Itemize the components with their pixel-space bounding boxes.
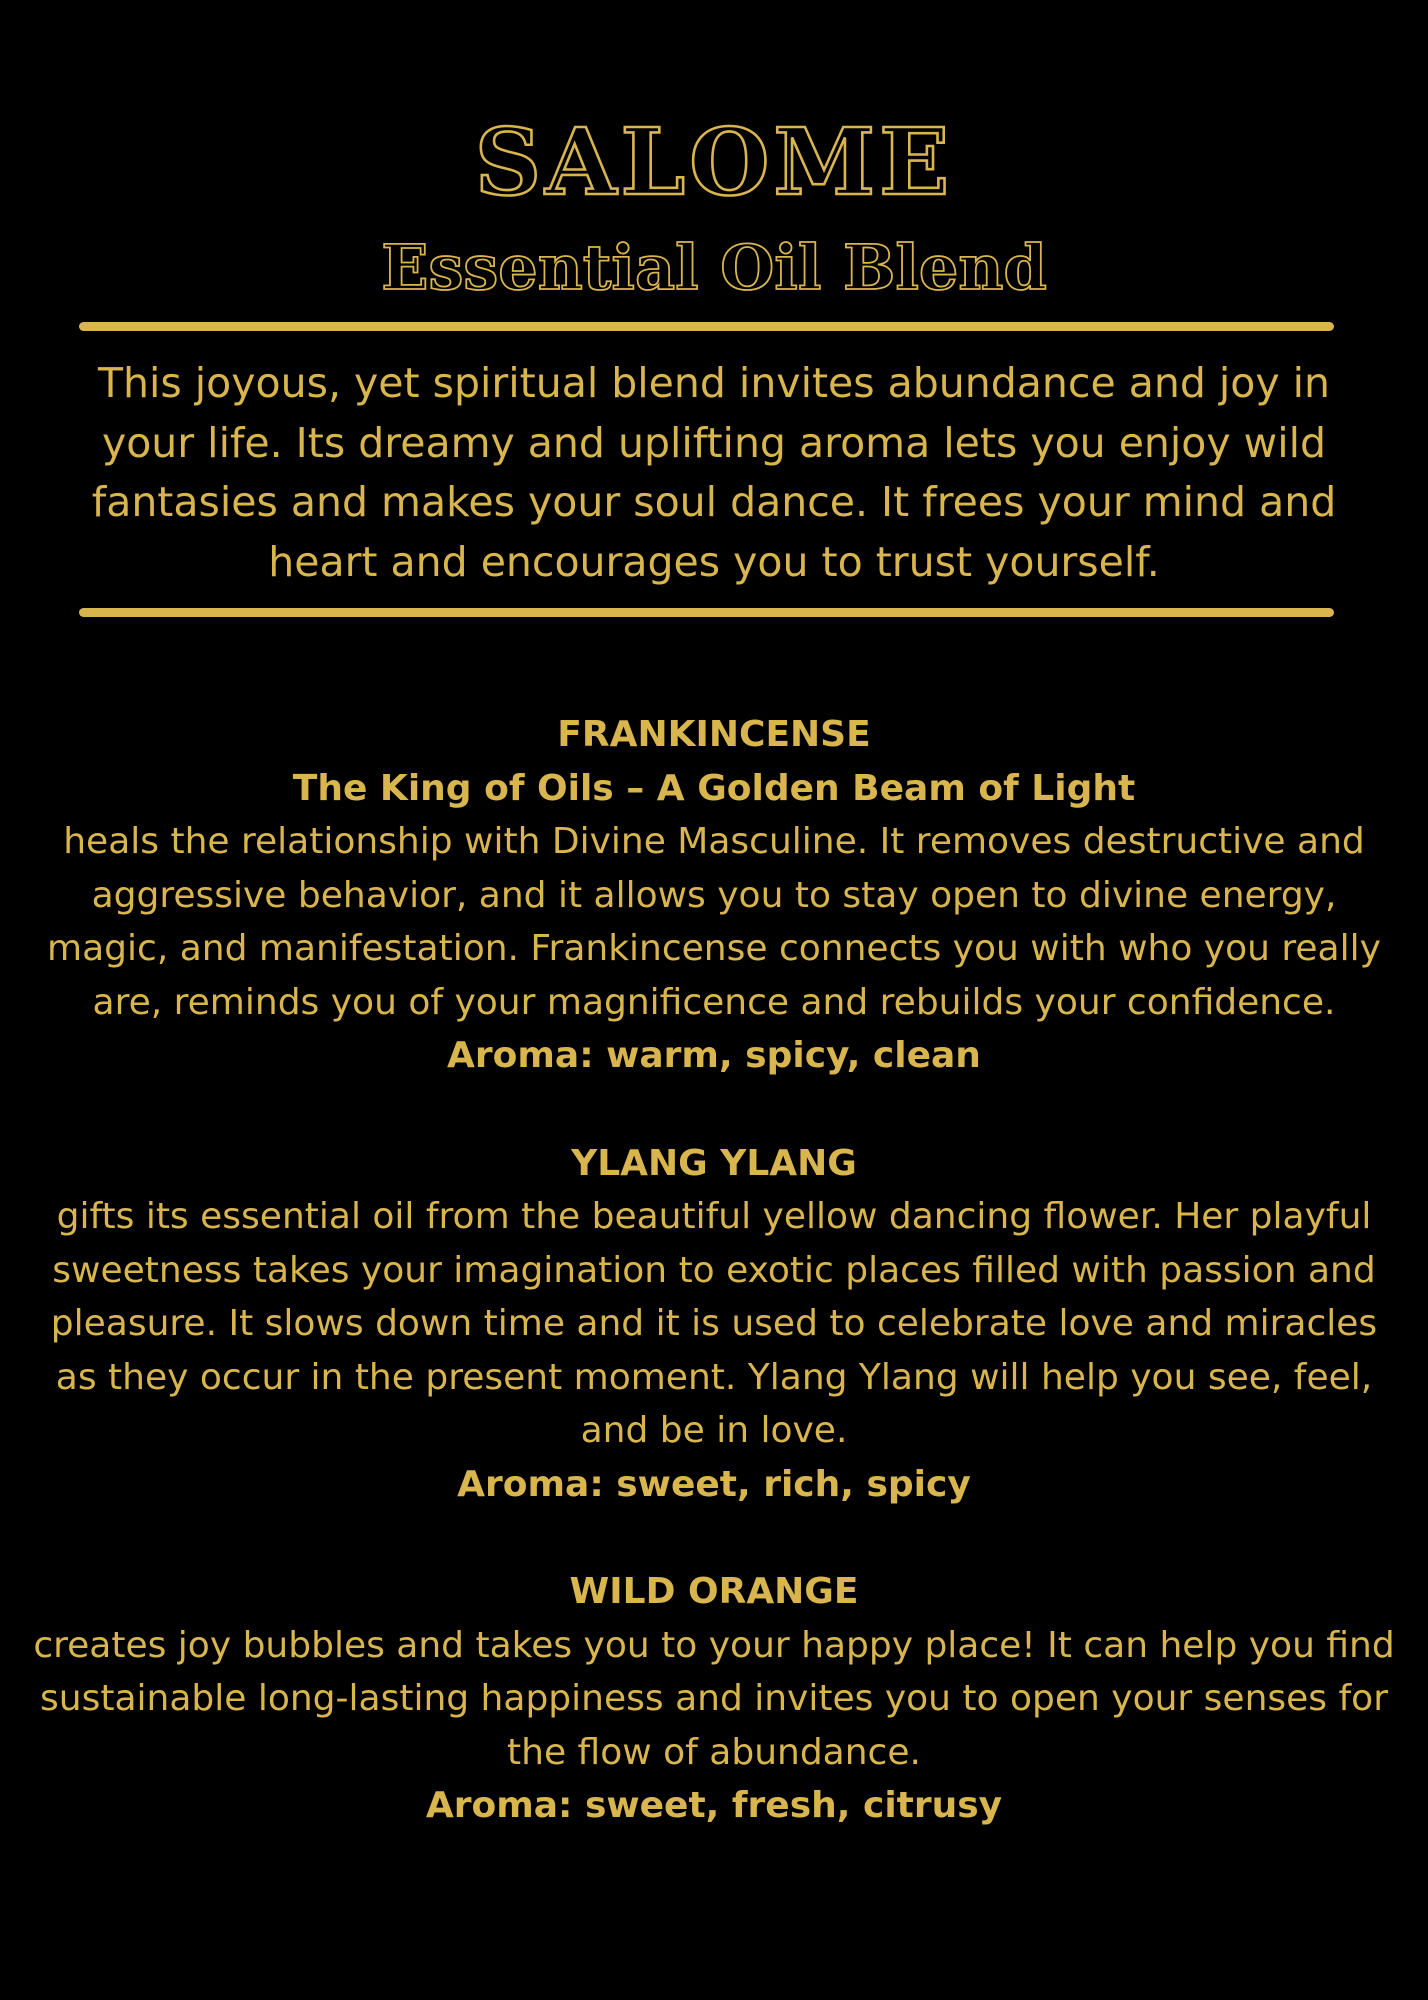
ingredient-tagline: The King of Oils – A Golden Beam of Light <box>292 767 1136 809</box>
ingredient-description: heals the relationship with Divine Masculine. It removes destructive and aggressive behavior, and it allows you to stay open to divine energy, magic, and manifestation. Frankincense connects you with who you really are, reminds you of your magnificence and rebuilds your confidence. <box>47 821 1381 1023</box>
ingredient-aroma: Aroma: sweet, fresh, citrusy <box>425 1785 1003 1826</box>
ingredient-name: FRANKINCENSE <box>557 714 871 755</box>
product-title: SALOME <box>474 108 954 216</box>
ingredient-name: WILD ORANGE <box>569 1571 859 1612</box>
top-divider <box>79 322 1334 331</box>
product-subtitle: Essential Oil Blend <box>381 231 1047 304</box>
bottom-divider <box>79 608 1334 617</box>
intro-text: This joyous, yet spiritual blend invites abundance and joy in your life. Its dreamy and uplifting aroma lets you enjoy wild fantasies and makes your soul dance. It frees your mind and heart and encourages you to trust yourself. <box>91 359 1337 586</box>
ingredient-name: YLANG YLANG <box>571 1142 857 1184</box>
ingredient-list <box>30 708 1398 1887</box>
ingredient-description: gifts its essential oil from the beautiful yellow dancing flower. Her playful sweetness takes your imagination to exotic places filled with passion and pleasure. It slows down time and it is used to celebrate love and miracles as they occur in the present moment. Ylang Ylang will help you see, feel, and be in love. <box>50 1196 1378 1451</box>
ingredient-aroma: Aroma: sweet, rich, spicy <box>457 1463 971 1505</box>
ingredient-aroma: Aroma: warm, spicy, clean <box>447 1035 981 1076</box>
ingredient-wild-orange <box>30 1565 1398 1833</box>
ingredient-frankincense <box>30 708 1398 1083</box>
ingredient-description: creates joy bubbles and takes you to your happy place! It can help you find sustainable long-lasting happiness and invites you to open your senses for the flow of abundance. <box>33 1624 1395 1773</box>
ingredient-ylang-ylang <box>30 1137 1398 1512</box>
